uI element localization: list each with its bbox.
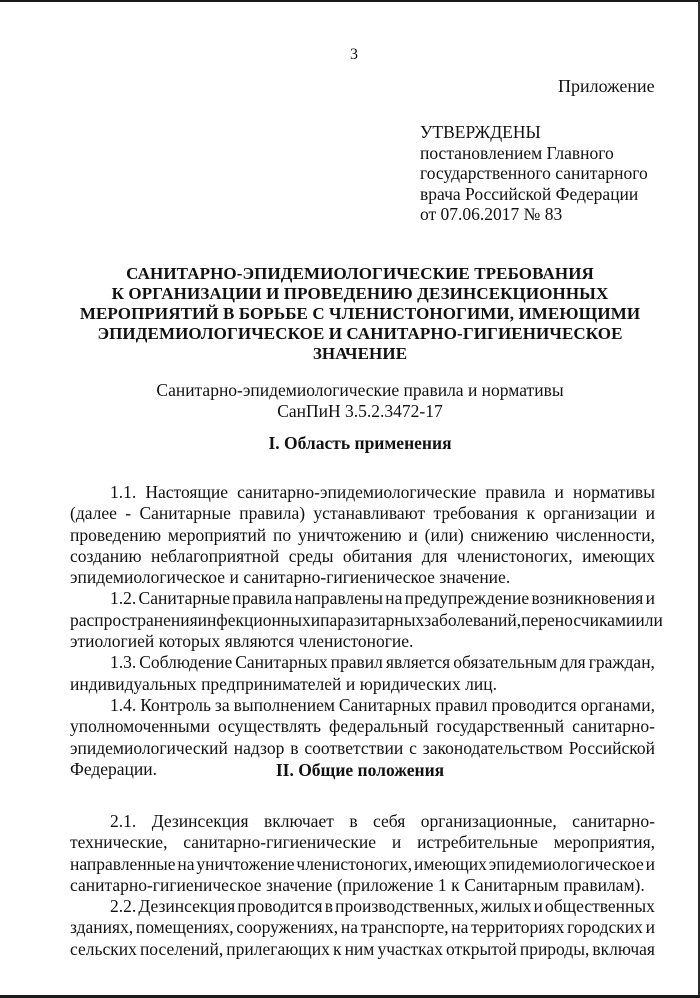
title-line: К ОРГАНИЗАЦИИ И ПРОВЕДЕНИЮ ДЕЗИНСЕКЦИОННЫХ [111,284,609,303]
paragraph-line: эпидемиологическое и санитарно-гигиеническое значение. [70,567,511,588]
approval-line: УТВЕРЖДЕНЫ [420,122,541,142]
paragraph-line: распространения инфекционных и паразитарных заболеваний, переносчиками или [70,609,663,630]
title-line: ЭПИДЕМИОЛОГИЧЕСКОЕ И САНИТАРНО-ГИГИЕНИЧЕСКОЕ [97,324,623,343]
paragraph-line: (далее - Санитарные правила) устанавливают требования к организации и [70,503,655,524]
paragraph-line: 1.1. Настоящие санитарно-эпидемиологические правила и нормативы [110,482,655,502]
paragraph-line: эпидемиологический надзор в соответствии с законодательством Российской [70,737,655,758]
document-title [60,264,660,364]
paragraph-line: индивидуальных предпринимателей и юридических лиц. [70,673,497,694]
page-number: 3 [350,46,358,63]
paragraph-line: этиологией которых являются членистоногие. [70,631,414,652]
document-subtitle [60,380,660,422]
paragraph-line: уполномоченными осуществлять федеральный государственный санитарно- [70,716,655,737]
paragraph-line: технические, санитарно-гигиенические и истребительные мероприятия, [70,832,655,853]
paragraph-line: зданиях, помещениях, сооружениях, на транспорте, на территориях городских и [70,917,655,938]
approval-block [420,122,648,225]
section-body-1 [70,482,663,780]
paragraph-line: сельских поселений, прилегающих к ним участках открытой природы, включая [70,938,655,959]
paragraph-line: 1.3. Соблюдение Санитарных правил является обязательным для граждан, [110,652,655,673]
section-heading-1: I. Область применения [268,433,452,453]
approval-line: врача Российской Федерации [420,183,639,204]
paragraph-line: 2.1. Дезинсекция включает в себя организационные, санитарно- [110,811,655,831]
paragraph-line: 1.4. Контроль за выполнением Санитарных правил проводится органами, [110,694,655,715]
paragraph-line: 2.2. Дезинсекция проводится в производственных, жилых и общественных [110,896,655,917]
section-heading-2: II. Общие положения [275,760,445,780]
appendix-label: Приложение [558,76,655,96]
title-line: ЗНАЧЕНИЕ [312,344,408,363]
paragraph-line: проведению мероприятий по уничтожению и (или) снижению численности, [70,524,655,545]
subtitle-line: Санитарно-эпидемиологические правила и нормативы [156,380,564,400]
approval-line: от 07.06.2017 № 83 [420,204,563,224]
paragraph-line: направленные на уничтожение членистоногих, имеющих эпидемиологическое и [70,853,655,874]
paragraph-line: созданию неблагоприятной среды обитания для членистоногих, имеющих [70,545,655,566]
section-body-2 [70,811,655,960]
subtitle-code: СанПиН 3.5.2.3472-17 [277,401,443,421]
paragraph-line: санитарно-гигиеническое значение (приложение 1 к Санитарным правилам). [70,874,645,895]
approval-line: постановлением Главного [420,142,614,163]
title-line: МЕРОПРИЯТИЙ В БОРЬБЕ С ЧЛЕНИСТОНОГИМИ, ИМЕЮЩИМИ [79,304,641,323]
approval-line: государственного санитарного [420,163,648,183]
paragraph-line: Федерации. [70,758,158,779]
title-line: САНИТАРНО-ЭПИДЕМИОЛОГИЧЕСКИЕ ТРЕБОВАНИЯ [126,264,594,283]
paragraph-line: 1.2. Санитарные правила направлены на предупреждение возникновения и [110,588,655,609]
